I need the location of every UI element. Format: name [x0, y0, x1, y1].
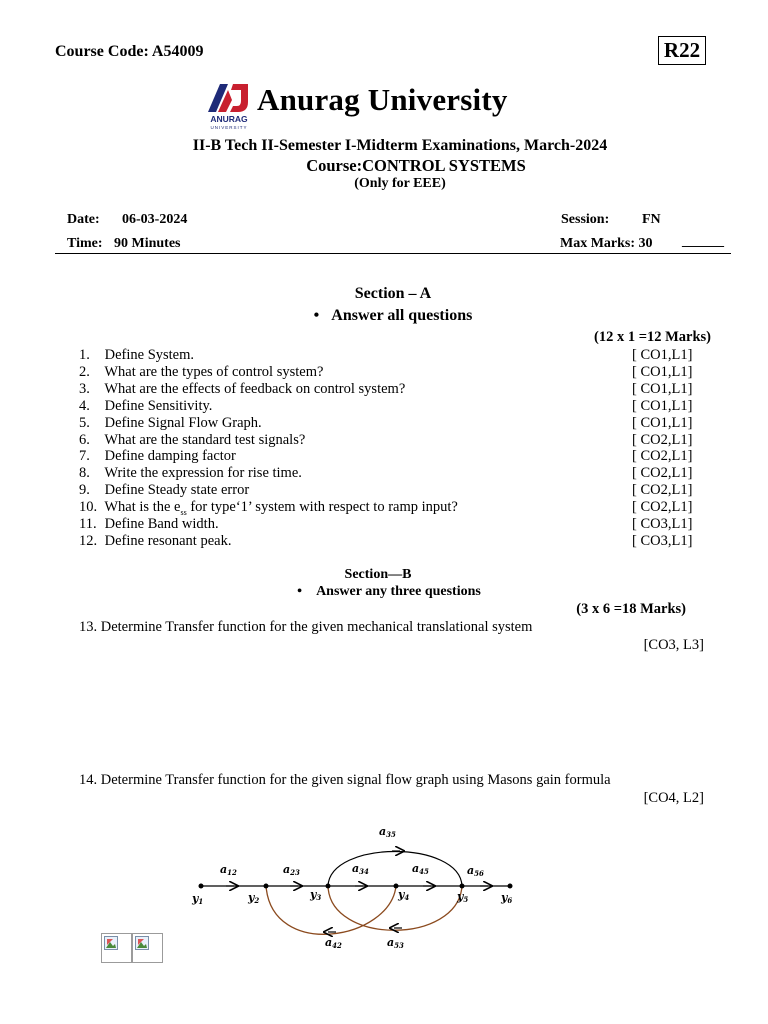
node-y6: y6 [501, 891, 513, 905]
gain-a45: a45 [412, 862, 429, 876]
question-4: 4. Define Sensitivity. [79, 398, 213, 414]
question-12: 12. Define resonant peak. [79, 533, 232, 549]
question-7-co: [ CO2,L1] [632, 448, 693, 464]
max-marks: Max Marks: 30 [560, 236, 653, 251]
broken-image-placeholders [101, 933, 163, 963]
question-2-co: [ CO1,L1] [632, 364, 693, 380]
session-label: Session: [561, 212, 610, 227]
section-a-title: Section – A [354, 285, 432, 302]
section-b-title: Section—B [344, 567, 412, 582]
date-value: 06-03-2024 [122, 212, 188, 227]
logo-text: ANURAG [210, 114, 248, 124]
question-1: 1. Define System. [79, 347, 195, 363]
exam-title: II-B Tech II-Semester I-Midterm Examinations, March-2024 [192, 137, 608, 154]
header-divider [55, 253, 731, 254]
logo-subtext: UNIVERSITY [210, 125, 248, 130]
university-logo [206, 82, 252, 132]
question-5: 5. Define Signal Flow Graph. [79, 415, 262, 431]
broken-image-icon [132, 933, 163, 963]
question-3: 3. What are the effects of feedback on control system? [79, 381, 406, 397]
node-y4: y4 [398, 888, 410, 902]
question-4-co: [ CO1,L1] [632, 398, 693, 414]
question-8: 8. Write the expression for rise time. [79, 465, 302, 481]
question-7: 7. Define damping factor [79, 448, 236, 464]
course-code: Course Code: A54009 [55, 43, 204, 60]
section-b-instruction: • Answer any three questions [297, 584, 481, 599]
question-3-co: [ CO1,L1] [632, 381, 693, 397]
node-y5: y5 [457, 890, 469, 904]
gain-a34: a34 [352, 862, 369, 876]
gain-a56: a56 [467, 864, 484, 878]
broken-image-icon [101, 933, 132, 963]
question-9: 9. Define Steady state error [79, 482, 250, 498]
time-value: 90 Minutes [114, 236, 181, 251]
question-13-co: [CO3, L3] [643, 637, 704, 653]
branch-note: (Only for EEE) [354, 176, 446, 191]
gain-a35: a35 [379, 825, 396, 839]
question-10-co: [ CO2,L1] [632, 499, 693, 515]
question-6-co: [ CO2,L1] [632, 432, 693, 448]
node-y3: y3 [310, 888, 322, 902]
question-9-co: [ CO2,L1] [632, 482, 693, 498]
blank-line: ______ [682, 234, 724, 249]
gain-a23: a23 [283, 863, 300, 877]
gain-a53: a53 [387, 936, 404, 950]
question-14-co: [CO4, L2] [643, 790, 704, 806]
feedback-branches [266, 886, 462, 934]
university-name: Anurag University [257, 82, 508, 117]
question-10: 10. What is the $e_{ss}$ for type‘1’ system with respect to ramp input? [79, 499, 458, 517]
question-12-co: [ CO3,L1] [632, 533, 693, 549]
question-11: 11. Define Band width. [79, 516, 219, 532]
section-a-marks: (12 x 1 =12 Marks) [594, 329, 711, 345]
section-b-marks: (3 x 6 =18 Marks) [576, 601, 686, 617]
question-6: 6. What are the standard test signals? [79, 432, 306, 448]
course-title: Course:CONTROL SYSTEMS [306, 156, 526, 175]
time-label: Time: [67, 236, 103, 251]
session-value: FN [642, 212, 661, 227]
node-y2: y2 [248, 891, 260, 905]
question-8-co: [ CO2,L1] [632, 465, 693, 481]
signal-flow-graph [180, 820, 540, 960]
question-11-co: [ CO3,L1] [632, 516, 693, 532]
question-5-co: [ CO1,L1] [632, 415, 693, 431]
question-14: 14. Determine Transfer function for the given signal flow graph using Masons gain formula [79, 772, 611, 788]
question-2: 2. What are the types of control system? [79, 364, 324, 380]
gain-a12: a12 [220, 863, 237, 877]
date-label: Date: [67, 212, 100, 227]
question-1-co: [ CO1,L1] [632, 347, 693, 363]
gain-a42: a42 [325, 936, 342, 950]
question-13: 13. Determine Transfer function for the given mechanical translational system [79, 619, 533, 635]
regulation-box: R22 [658, 36, 706, 65]
section-a-instruction: • Answer all questions [313, 307, 473, 324]
node-y1: y1 [192, 892, 204, 906]
